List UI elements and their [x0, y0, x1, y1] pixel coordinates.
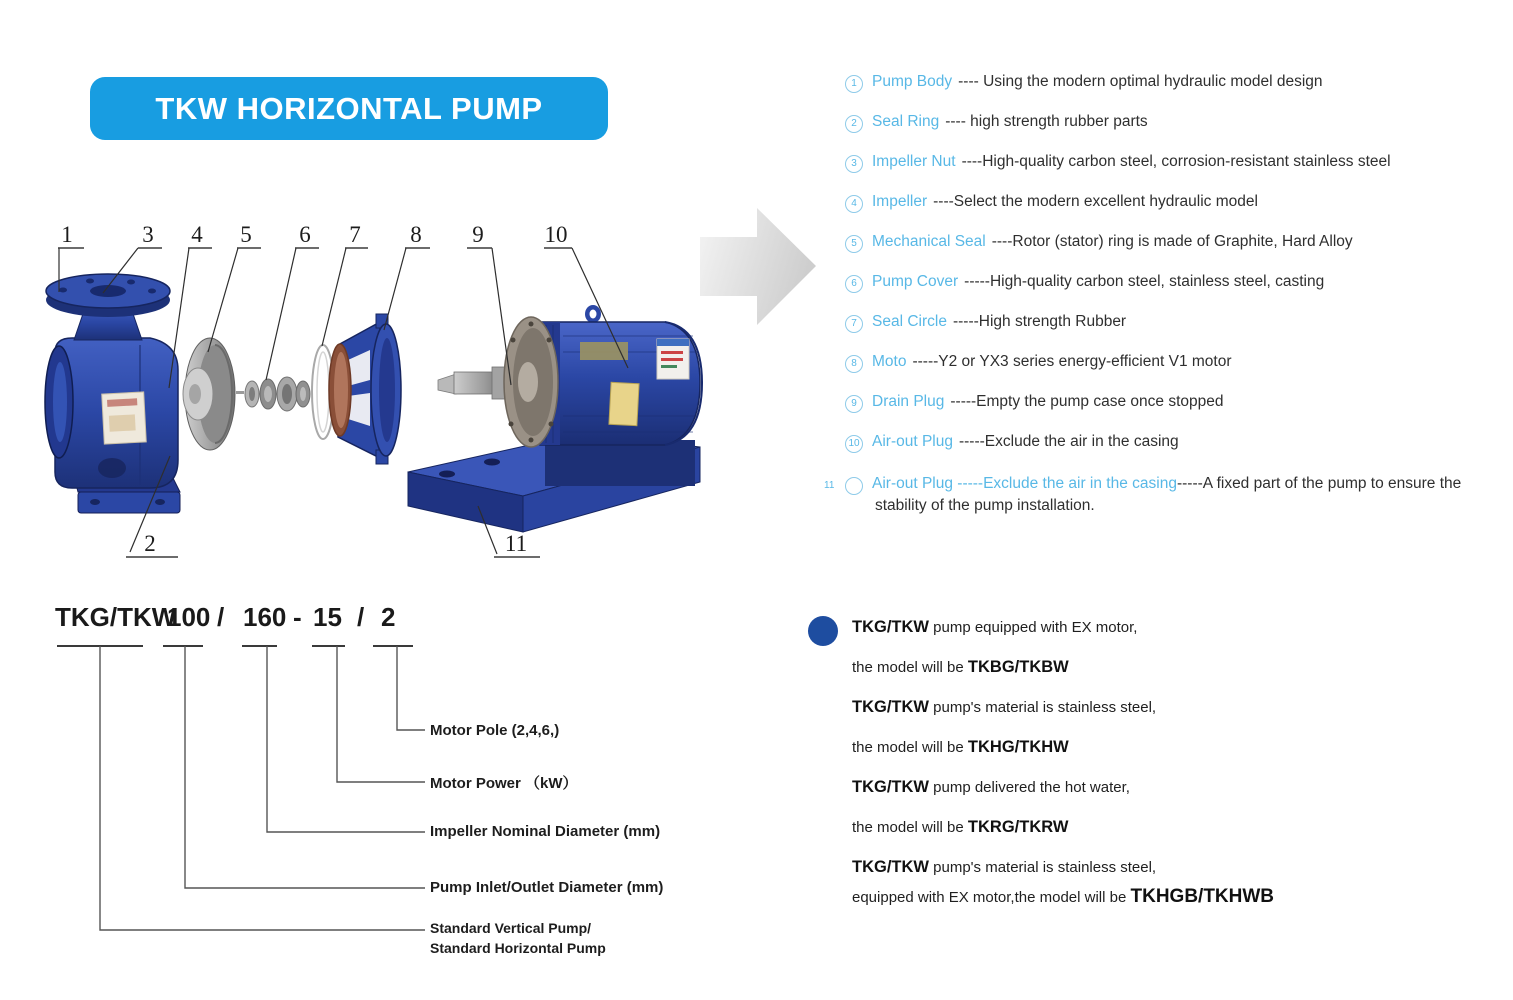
- part-callout-9: 9: [472, 222, 484, 247]
- model-code-power: 15: [313, 602, 342, 632]
- part-name: Mechanical Seal: [872, 233, 986, 250]
- list-item: [845, 193, 1500, 219]
- list-item: [845, 233, 1500, 259]
- note-line: the model will be TKBG/TKBW: [852, 658, 1069, 676]
- callout-motor-pole: Motor Pole (2,4,6,): [430, 722, 560, 739]
- circled-number-icon: 5: [845, 235, 863, 253]
- part-callout-10: 10: [544, 222, 568, 247]
- list-item: [845, 73, 1500, 99]
- circled-number-icon: 1: [845, 75, 863, 93]
- part-callout-7: 7: [349, 222, 361, 247]
- note-line: the model will be TKRG/TKRW: [852, 818, 1069, 836]
- circled-number-icon: 3: [845, 155, 863, 173]
- note-line: equipped with EX motor,the model will be TKHGB/TKHWB: [852, 886, 1275, 907]
- callout-inlet-outlet: Pump Inlet/Outlet Diameter (mm): [430, 879, 664, 896]
- callout-standard-pump: [430, 918, 606, 958]
- model-code-impeller: 160: [243, 602, 287, 632]
- list-item: [845, 353, 1500, 379]
- model-notes: [852, 618, 1472, 926]
- list-item: [845, 313, 1500, 339]
- part-description: -----Empty the pump case once stopped: [950, 393, 1224, 410]
- part-description: -----High strength Rubber: [952, 313, 1127, 330]
- model-code-separator: -: [293, 602, 302, 632]
- part-callout-4: 4: [191, 222, 203, 247]
- shaft-sleeve-parts: [236, 377, 310, 411]
- list-item: [824, 473, 1493, 517]
- note-line: TKG/TKW pump's material is stainless steel,: [852, 698, 1157, 716]
- pump-body: [45, 274, 180, 513]
- callout-motor-power: Motor Power （kW）: [430, 775, 578, 792]
- part-name: Seal Ring: [872, 113, 940, 130]
- circled-number-icon: 7: [845, 315, 863, 333]
- pump-label-sticker: [102, 392, 147, 444]
- part-description: -----High-quality carbon steel, stainless steel, casting: [964, 273, 1325, 290]
- part-callout-8: 8: [410, 222, 422, 247]
- pump-cover: [329, 314, 401, 464]
- part-name: Drain Plug: [872, 393, 945, 410]
- circled-number-icon: 10: [845, 435, 863, 453]
- part-description: ---- Using the modern optimal hydraulic model design: [958, 73, 1323, 90]
- list-item: [845, 113, 1500, 139]
- impeller: [183, 338, 235, 450]
- callout-standard-pump-line1: Standard Vertical Pump/: [430, 920, 592, 936]
- model-code-series: TKG/TKW: [55, 602, 177, 632]
- part-description: ----High-quality carbon steel, corrosion-resistant stainless steel: [961, 153, 1391, 170]
- part-name: Impeller: [872, 193, 928, 210]
- part-description: ----Select the modern excellent hydraulic model: [933, 193, 1258, 210]
- motor-base: [408, 433, 700, 532]
- note-line: TKG/TKW pump delivered the hot water,: [852, 778, 1130, 796]
- part-description: -----Exclude the air in the casing: [958, 433, 1179, 450]
- part-name: Seal Circle: [872, 313, 947, 330]
- exploded-pump-diagram: [30, 195, 840, 575]
- circled-number-icon: 9: [845, 395, 863, 413]
- model-code-separator: /: [357, 602, 365, 632]
- motor-nameplate: [609, 382, 639, 425]
- part-description: -----Y2 or YX3 series energy-efficient V1 motor: [912, 353, 1232, 370]
- parts-list: [824, 73, 1500, 531]
- model-code-inlet: 100: [167, 602, 211, 632]
- part-name: Pump Body: [872, 73, 953, 90]
- part-callout-11: 11: [504, 531, 528, 556]
- part-description: -----A fixed part of the pump to ensure the stability of the pump installation.: [875, 475, 1462, 514]
- part-name: Air-out Plug -----Exclude the air in the casing: [872, 475, 1177, 492]
- circled-number-icon: 6: [845, 275, 863, 293]
- part-name: Pump Cover: [872, 273, 959, 290]
- part-name: Air-out Plug: [872, 433, 953, 450]
- part-callout-6: 6: [299, 222, 311, 247]
- list-item: [845, 153, 1500, 179]
- circled-number-icon: 8: [845, 355, 863, 373]
- motor-sticker: [657, 339, 689, 379]
- list-item: [845, 433, 1500, 459]
- motor: [438, 305, 702, 447]
- callout-standard-pump-line2: Standard Horizontal Pump: [430, 940, 606, 956]
- title-banner: [90, 77, 608, 140]
- part-description: ----Rotor (stator) ring is made of Graphite, Hard Alloy: [991, 233, 1353, 250]
- note-line: the model will be TKHG/TKHW: [852, 738, 1069, 756]
- list-item: [845, 393, 1500, 419]
- circled-number-icon: 11: [845, 477, 863, 495]
- part-callout-1: 1: [61, 222, 73, 247]
- model-code-pole: 2: [381, 602, 396, 632]
- part-name: Impeller Nut: [872, 153, 956, 170]
- flow-arrow-icon: [700, 208, 816, 325]
- note-line: TKG/TKW pump's material is stainless steel,: [852, 858, 1157, 876]
- bullet-dot-icon: [808, 616, 838, 646]
- circled-number-icon: 4: [845, 195, 863, 213]
- model-code-separator: /: [217, 602, 225, 632]
- part-name: Moto: [872, 353, 907, 370]
- note-line: TKG/TKW pump equipped with EX motor,: [852, 618, 1138, 636]
- callout-impeller-diameter: Impeller Nominal Diameter (mm): [430, 823, 661, 840]
- part-callout-2: 2: [144, 531, 156, 556]
- page-title: TKW HORIZONTAL PUMP: [155, 90, 543, 126]
- circled-number-icon: 2: [845, 115, 863, 133]
- part-callout-3: 3: [142, 222, 154, 247]
- list-item: [845, 273, 1500, 299]
- part-description: ---- high strength rubber parts: [945, 113, 1148, 130]
- part-callout-5: 5: [240, 222, 252, 247]
